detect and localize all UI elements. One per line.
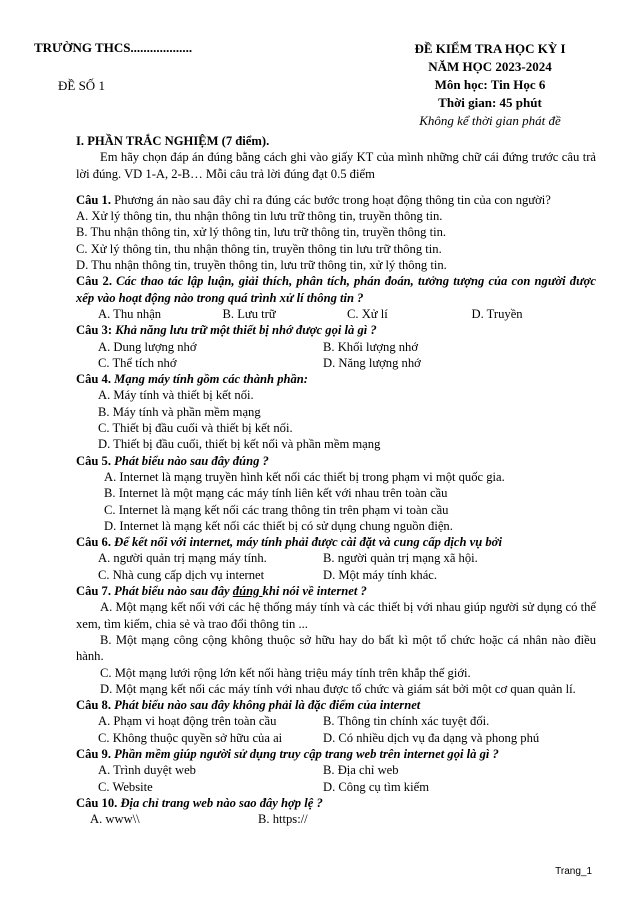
- option-a: A. Phạm vi hoạt động trên toàn cầu: [98, 714, 277, 729]
- question-number: Câu 10.: [76, 795, 118, 810]
- question-text: Phát biểu nào sau đây đúng ?: [114, 453, 269, 468]
- options-row: [76, 339, 596, 355]
- option-a: A. Trình duyệt web: [98, 763, 196, 778]
- options-row: [76, 730, 596, 746]
- option-a: A. Xử lý thông tin, thu nhận thông tin lưu trữ thông tin, truyền thông tin.: [76, 209, 443, 224]
- option-c: C. Internet là mạng kết nối các trang thông tin trên phạm vi toàn cầu: [104, 502, 449, 517]
- question-text: Các thao tác lập luận, giải thích, phân tích, phán đoán, tưởng tượng của con người được xếp vào hoạt động nào trong quá trình xử lí thông tin ?: [76, 274, 596, 305]
- option-d: D. Năng lượng nhớ: [323, 355, 421, 370]
- question-text: Địa chỉ trang web nào sao đây hợp lệ ?: [120, 795, 323, 810]
- option-d: D. Một mạng kết nối các máy tính với nhau được tổ chức và giám sát bởi một cơ quan quản lí.: [100, 681, 576, 696]
- section-title: I. PHẦN TRẮC NGHIỆM (7 điểm).: [76, 134, 270, 148]
- question-number: Câu 7.: [76, 584, 111, 599]
- duration-note: Không kể thời gian phát đề: [419, 113, 561, 128]
- question-text: Khả năng lưu trữ một thiết bị nhớ được gọi là gì ?: [115, 323, 377, 338]
- page-number: Trang_1: [555, 866, 592, 877]
- option-c: C. Một mạng lưới rộng lớn kết nối hàng triệu máy tính trên khắp thế giới.: [100, 665, 471, 680]
- option-b: B. https://: [258, 812, 308, 827]
- question-number: Câu 9.: [76, 746, 111, 761]
- question-text-start: Phát biểu nào sau đây: [114, 584, 233, 599]
- question-text: Phát biểu nào sau đây không phải là đặc điểm của internet: [114, 698, 421, 713]
- exam-header: [385, 40, 595, 130]
- options-row: [76, 762, 596, 778]
- exam-title: ĐỀ KIỂM TRA HỌC KỲ I: [414, 41, 566, 56]
- option-d: D. Công cụ tìm kiếm: [323, 779, 429, 794]
- options-row: [76, 811, 596, 827]
- option-c: C. Xử lí: [347, 306, 388, 321]
- question-number: Câu 1.: [76, 192, 111, 207]
- question-9: [76, 746, 596, 795]
- school-name: TRƯỜNG THCS...................: [34, 40, 193, 55]
- option-a: A. người quản trị mạng máy tính.: [98, 551, 267, 566]
- question-7: [76, 583, 596, 697]
- option-a: A. www\\: [90, 812, 140, 827]
- options-row: [76, 306, 596, 322]
- option-b: B. người quản trị mạng xã hội.: [323, 551, 478, 566]
- options-row: [76, 355, 596, 371]
- options-row: [76, 550, 596, 566]
- question-number: Câu 3:: [76, 323, 113, 338]
- option-d: D. Thu nhận thông tin, truyền thông tin, lưu trữ thông tin, xử lý thông tin.: [76, 258, 447, 273]
- question-8: [76, 697, 596, 746]
- option-a: A. Dung lượng nhớ: [98, 339, 197, 354]
- question-5: [76, 453, 596, 534]
- option-c: C. Không thuộc quyền sở hữu của ai: [98, 730, 283, 745]
- question-text: Để kết nối với internet, máy tính phải được cài đặt và cung cấp dịch vụ bởi: [114, 535, 502, 550]
- question-3: [76, 322, 596, 371]
- question-10: [76, 795, 596, 828]
- subject: Môn học: Tin Học 6: [434, 77, 546, 92]
- option-a: A. Internet là mạng truyền hình kết nối các thiết bị trong phạm vi một quốc gia.: [104, 469, 505, 484]
- question-number: Câu 2.: [76, 274, 112, 289]
- option-a: A. Máy tính và thiết bị kết nối.: [98, 388, 254, 403]
- question-6: [76, 534, 596, 583]
- option-b: B. Lưu trữ: [222, 306, 276, 321]
- option-b: B. Internet là một mạng các máy tính liên kết với nhau trên toàn cầu: [104, 486, 448, 501]
- option-c: C. Thiết bị đầu cuối và thiết bị kết nối.: [98, 421, 293, 436]
- option-b: B. Thông tin chính xác tuyệt đối.: [323, 714, 490, 729]
- question-number: Câu 4.: [76, 372, 111, 387]
- option-d: D. Thiết bị đầu cuối, thiết bị kết nối và phần mềm mạng: [98, 437, 381, 452]
- question-text: Phương án nào sau đây chỉ ra đúng các bước trong hoạt động thông tin của con người?: [114, 192, 551, 207]
- question-text-emphasis: đúng: [232, 584, 263, 599]
- option-c: C. Website: [98, 779, 153, 794]
- option-b: B. Khối lượng nhớ: [323, 339, 419, 354]
- option-a: A. Một mạng kết nối với các hệ thống máy tính và các thiết bị với nhau giúp người sử dụng có thể xem, tìm kiếm, chia sẻ và trao đổi thông tin ...: [76, 600, 596, 631]
- question-1: [76, 192, 596, 273]
- question-text: Mạng máy tính gồm các thành phần:: [114, 372, 309, 387]
- question-2: [76, 273, 596, 322]
- options-row: [76, 779, 596, 795]
- question-text: Phần mềm giúp người sử dụng truy cập trang web trên internet gọi là gì ?: [114, 746, 499, 761]
- option-c: C. Xử lý thông tin, thu nhận thông tin, truyền thông tin lưu trữ thông tin.: [76, 241, 442, 256]
- duration: Thời gian: 45 phút: [438, 95, 542, 110]
- option-c: C. Nhà cung cấp dịch vụ internet: [98, 567, 265, 582]
- option-b: B. Một mạng công cộng không thuộc sở hữu hay do bất kì một tổ chức hoặc cá nhân nào điều hành.: [76, 632, 596, 664]
- school-year: NĂM HỌC 2023-2024: [428, 59, 552, 74]
- option-b: B. Địa chỉ web: [323, 763, 399, 778]
- option-b: B. Thu nhận thông tin, xử lý thông tin, lưu trữ thông tin, truyền thông tin.: [76, 225, 447, 240]
- option-d: D. Internet là mạng kết nối các thiết bị có sử dụng chung nguồn điện.: [104, 518, 453, 533]
- exam-content: [76, 133, 596, 827]
- options-row: [76, 567, 596, 583]
- option-d: D. Một máy tính khác.: [323, 567, 438, 582]
- question-4: [76, 371, 596, 452]
- question-number: Câu 6.: [76, 535, 111, 550]
- question-number: Câu 5.: [76, 453, 111, 468]
- options-row: [76, 713, 596, 729]
- option-c: C. Thể tích nhớ: [98, 355, 177, 370]
- option-d: D. Truyền: [471, 306, 523, 321]
- option-d: D. Có nhiều dịch vụ đa dạng và phong phú: [323, 730, 540, 745]
- exam-code: ĐỀ SỐ 1: [58, 78, 105, 93]
- section-instruction: Em hãy chọn đáp án đúng bằng cách ghi vào giấy KT của mình những chữ cái đứng trước câu trả lời đúng. VD 1-A, 2-B… Mỗi câu trả lời đúng đạt 0.5 điểm: [76, 150, 596, 181]
- question-text-end: khi nói về internet ?: [262, 584, 367, 599]
- option-a: A. Thu nhận: [98, 306, 162, 321]
- option-b: B. Máy tính và phần mềm mạng: [98, 404, 261, 419]
- question-number: Câu 8.: [76, 698, 111, 713]
